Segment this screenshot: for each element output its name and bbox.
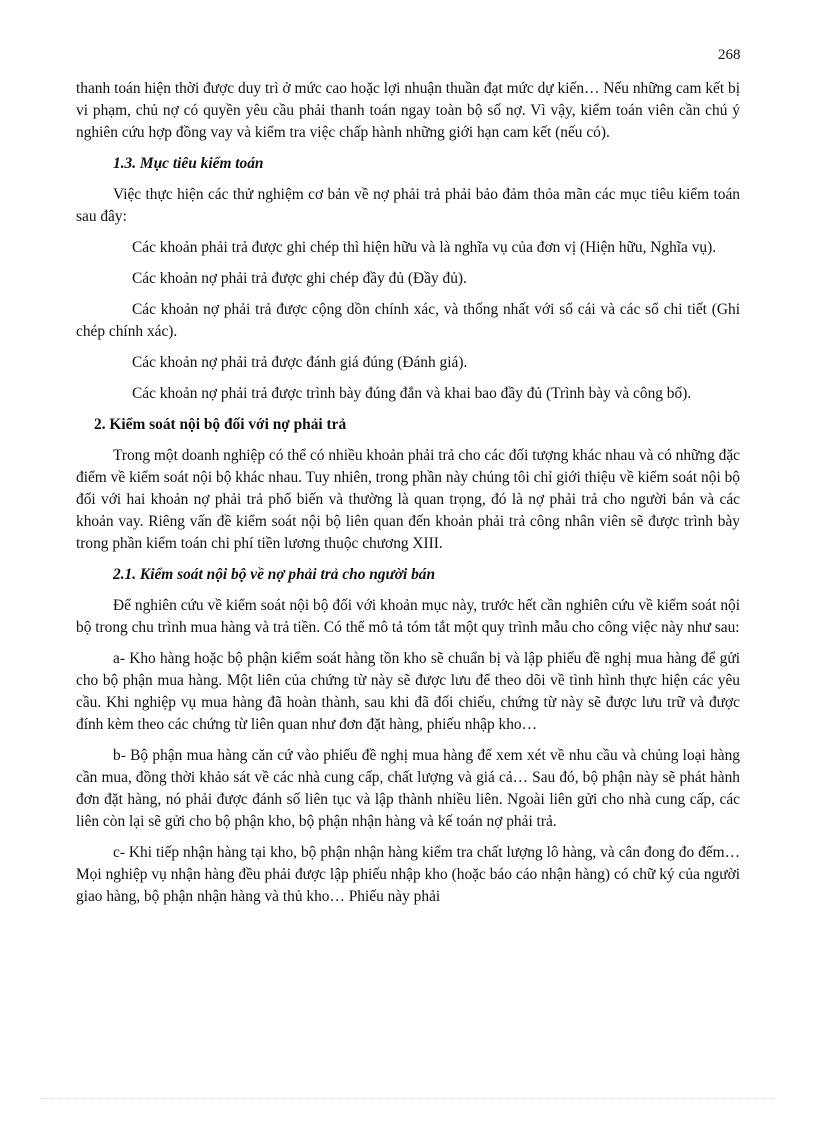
page-body [76, 78, 740, 917]
heading-2-internal-control: 2. Kiểm soát nội bộ đối với nợ phải trả [94, 416, 347, 433]
objective-accuracy: Các khoản nợ phải trả được cộng dồn chính xác, và thống nhất với sổ cái và các sổ chi tiết (Ghi chép chính xác). [76, 301, 740, 340]
objective-completeness: Các khoản nợ phải trả được ghi chép đầy đủ (Đầy đủ). [132, 270, 467, 287]
paragraph-step-b: b- Bộ phận mua hàng căn cứ vào phiếu đề nghị mua hàng để xem xét về nhu cầu và chủng loại hàng cần mua, đồng thời khảo sát về các nhà cung cấp, chất lượng và giá cả… Sau đó, bộ phận này sẽ phát hành đơn đặt hàng, nó phải được đánh số liên tục và lập thành nhiều liên. Ngoài liên gửi cho nhà cung cấp, các liên còn lại sẽ gửi cho bộ phận kho, bộ phận nhận hàng và kế toán nợ phải trả. [76, 747, 740, 830]
paragraph-internal-control-intro: Trong một doanh nghiệp có thể có nhiều khoản phải trả cho các đối tượng khác nhau và có những đặc điểm về kiểm soát nội bộ khác nhau. Tuy nhiên, trong phần này chúng tôi chỉ giới thiệu về kiểm soát nội bộ đối với hai khoản nợ phải trả phổ biến và thường là quan trọng, đó là nợ phải trả cho người bán và các khoản vay. Riêng vấn đề kiểm soát nội bộ liên quan đến khoản phải trả công nhân viên sẽ được trình bày trong phần kiểm toán chi phí tiền lương thuộc chương XIII. [76, 447, 740, 552]
paragraph-purchase-cycle-intro: Để nghiên cứu về kiểm soát nội bộ đối với khoản mục này, trước hết cần nghiên cứu về kiểm soát nội bộ trong chu trình mua hàng và trả tiền. Có thể mô tả tóm tắt một quy trình mẫu cho công việc này như sau: [76, 597, 740, 636]
paragraph-objectives-intro: Việc thực hiện các thử nghiệm cơ bản về nợ phải trả phải bảo đảm thỏa mãn các mục tiêu kiểm toán sau đây: [76, 186, 740, 225]
paragraph-step-c: c- Khi tiếp nhận hàng tại kho, bộ phận nhận hàng kiểm tra chất lượng lô hàng, và cân đong đo đếm… Mọi nghiệp vụ nhận hàng đều phải được lập phiếu nhập kho (hoặc báo cáo nhận hàng) có chữ ký của người giao hàng, bộ phận nhận hàng và thủ kho… Phiếu này phải [76, 844, 740, 905]
heading-2-1-supplier-payables: 2.1. Kiểm soát nội bộ về nợ phải trả cho người bán [113, 566, 436, 583]
objective-valuation: Các khoản nợ phải trả được đánh giá đúng (Đánh giá). [132, 354, 468, 371]
page-bottom-divider [40, 1098, 776, 1099]
objective-existence: Các khoản phải trả được ghi chép thì hiện hữu và là nghĩa vụ của đơn vị (Hiện hữu, Nghĩa vụ). [132, 239, 717, 256]
heading-1-3-audit-objectives: 1.3. Mục tiêu kiểm toán [113, 155, 264, 172]
page-number: 268 [718, 47, 741, 63]
objective-presentation: Các khoản nợ phải trả được trình bày đúng đắn và khai bao đầy đủ (Trình bày và công bố). [132, 385, 692, 402]
paragraph-loan-covenants: thanh toán hiện thời được duy trì ở mức cao hoặc lợi nhuận thuần đạt mức dự kiến… Nếu những cam kết bị vi phạm, chủ nợ có quyền yêu cầu phải thanh toán ngay toàn bộ số nợ. Vì vậy, kiểm toán viên cần chú ý nghiên cứu hợp đồng vay và kiểm tra việc chấp hành những giới hạn cam kết (nếu có). [76, 80, 740, 141]
paragraph-step-a: a- Kho hàng hoặc bộ phận kiểm soát hàng tồn kho sẽ chuẩn bị và lập phiếu đề nghị mua hàng để gửi cho bộ phận mua hàng. Một liên của chứng từ này sẽ được lưu để theo dõi về tình hình thực hiện các yêu cầu. Khi nghiệp vụ mua hàng đã hoàn thành, sau khi đã đối chiếu, chứng từ này sẽ được lưu trữ và được đính kèm theo các chứng từ liên quan như đơn đặt hàng, phiếu nhập kho… [76, 650, 740, 733]
